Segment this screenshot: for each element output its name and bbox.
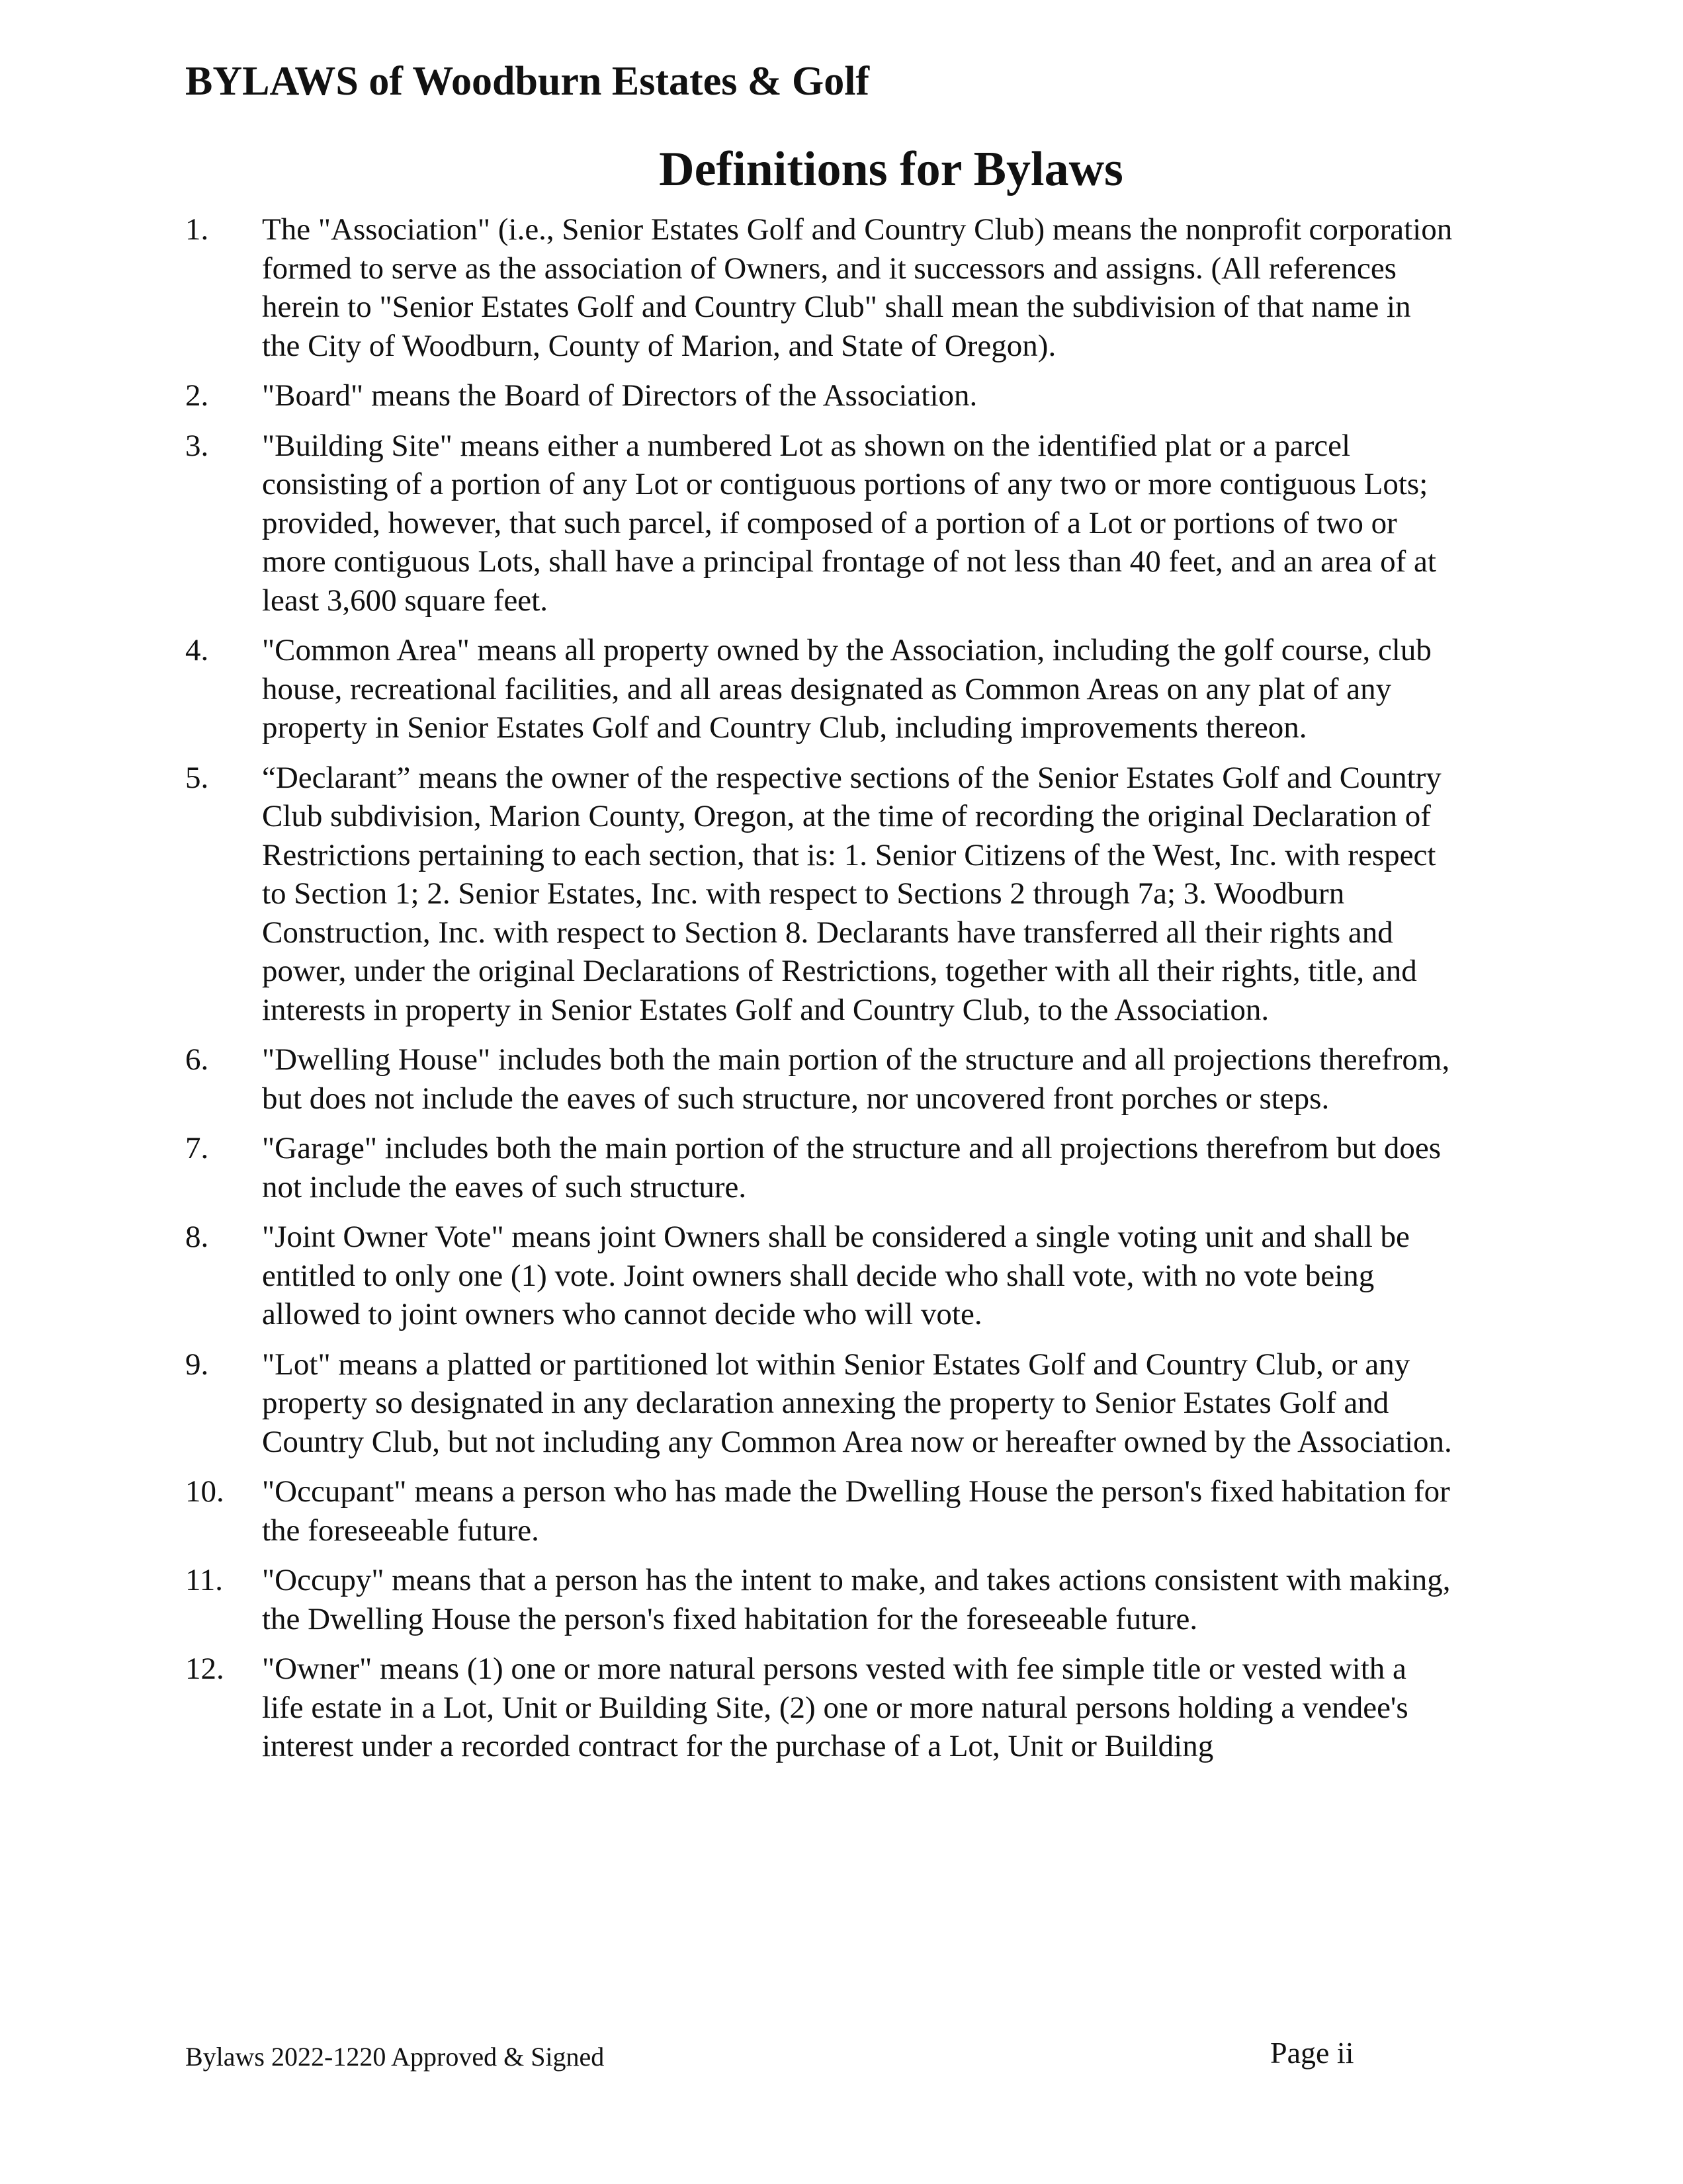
document-title: BYLAWS of Woodburn Estates & Golf [185,59,870,104]
definition-item [185,1218,1455,1334]
section-heading: Definitions for Bylaws [659,142,1123,196]
definition-number: 8. [185,1220,209,1254]
definition-text: The "Association" (i.e., Senior Estates Golf and Country Club) means the nonprofit corporation formed to serve as the association of Owners, and it successors and assigns. (All references herein to "Senior Estates Golf and Country Club" shall mean the subdivision of that name in the City of Woodburn, County of Marion, and State of Oregon). [262,212,1453,363]
definition-number: 9. [185,1347,209,1382]
definition-item [185,1040,1455,1118]
definition-text: "Board" means the Board of Directors of the Association. [262,378,978,413]
definition-number: 11. [185,1563,224,1597]
footer-document-label: Bylaws 2022-1220 Approved & Signed [185,2042,605,2072]
definitions-list [185,210,1455,1777]
definition-item [185,759,1455,1030]
definition-item [185,1472,1455,1550]
definition-item [185,1561,1455,1638]
definition-text: "Lot" means a platted or partitioned lot within Senior Estates Golf and Country Club, or any property so designated in any declaration annexing the property to Senior Estates Golf and Country Club, but not including any Common Area now or hereafter owned by the Association. [262,1347,1452,1459]
definition-text: "Common Area" means all property owned by the Association, including the golf course, club house, recreational facilities, and all areas designated as Common Areas on any plat of any property in Senior Estates Golf and Country Club, including improvements thereon. [262,633,1432,745]
definition-item [185,1129,1455,1206]
definition-item [185,631,1455,747]
definition-text: "Owner" means (1) one or more natural persons vested with fee simple title or vested with a life estate in a Lot, Unit or Building Site, (2) one or more natural persons holding a vendee's interest under a recorded contract for the purchase of a Lot, Unit or Building [262,1652,1408,1763]
definition-number: 1. [185,212,209,247]
definition-number: 12. [185,1652,224,1686]
definition-text: "Dwelling House" includes both the main portion of the structure and all projections therefrom, but does not include the eaves of such structure, nor uncovered front porches or steps. [262,1042,1450,1116]
definition-number: 10. [185,1474,224,1509]
definition-number: 3. [185,428,209,463]
definition-number: 2. [185,378,209,413]
definition-number: 5. [185,760,209,795]
definition-text: "Garage" includes both the main portion of the structure and all projections therefrom but does not include the eaves of such structure. [262,1131,1442,1204]
definition-text: "Occupy" means that a person has the intent to make, and takes actions consistent with making, the Dwelling House the person's fixed habitation for the foreseeable future. [262,1563,1451,1636]
definition-item [185,210,1455,365]
definition-text: "Building Site" means either a numbered Lot as shown on the identified plat or a parcel consisting of a portion of any Lot or contiguous portions of any two or more contiguous Lots; provided, however, that such parcel, if composed of a portion of a Lot or portions of two or more contiguous Lots, shall have a principal frontage of not less than 40 feet, and an area of at least 3,600 square feet. [262,428,1436,618]
definition-number: 6. [185,1042,209,1077]
definition-item [185,1345,1455,1462]
definition-text: “Declarant” means the owner of the respective sections of the Senior Estates Golf and Country Club subdivision, Marion County, Oregon, at the time of recording the original Declaration of Restrictions pertaining to each section, that is: 1. Senior Citizens of the West, Inc. with respect to Section 1; 2. Senior Estates, Inc. with respect to Sections 2 through 7a; 3. Woodburn Construction, Inc. with respect to Section 8. Declarants have transferred all their rights and power, under the original Declarations of Restrictions, together with all their rights, title, and interests in property in Senior Estates Golf and Country Club, to the Association. [262,760,1442,1027]
definition-item [185,1650,1455,1766]
definition-item [185,427,1455,620]
footer-page-number: Page ii [1270,2036,1354,2070]
definition-text: "Occupant" means a person who has made the Dwelling House the person's fixed habitation for the foreseeable future. [262,1474,1450,1548]
definition-text: "Joint Owner Vote" means joint Owners shall be considered a single voting unit and shall be entitled to only one (1) vote. Joint owners shall decide who shall vote, with no vote being allowed to joint owners who cannot decide who will vote. [262,1220,1410,1331]
definition-item [185,376,1455,415]
definition-number: 7. [185,1131,209,1165]
definition-number: 4. [185,633,209,667]
